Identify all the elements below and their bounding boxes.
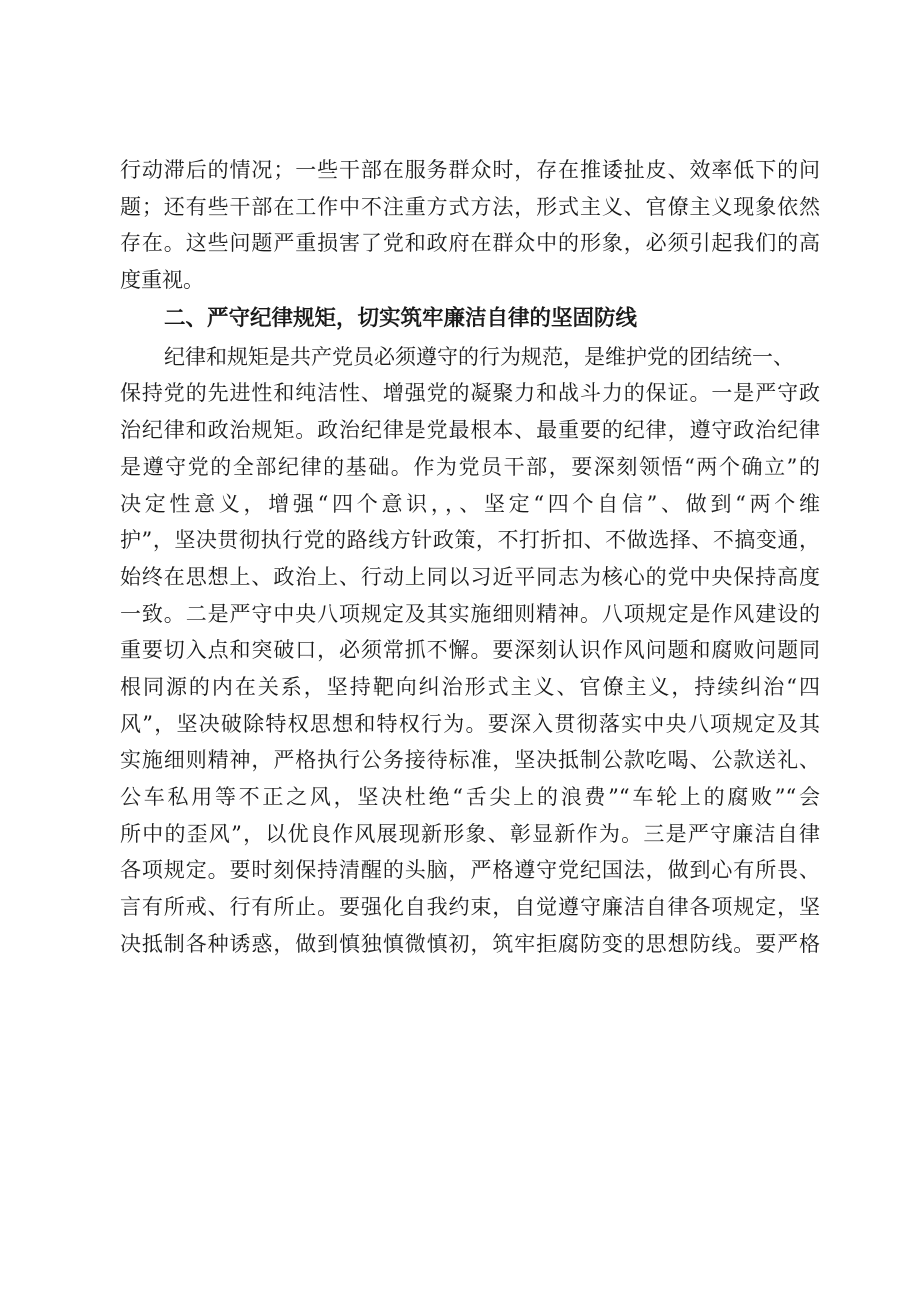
text-line: 决抵制各种诱惑，做到慎独慎微慎初，筑牢拒腐防变的思想防线。要严格 bbox=[120, 931, 820, 956]
text-line: 度重视。 bbox=[120, 268, 204, 293]
text-line: 始终在思想上、政治上、行动上同以习近平同志为核心的党中央保持高度 bbox=[120, 564, 820, 589]
text-line: 存在。这些问题严重损害了党和政府在群众中的形象，必须引起我们的高 bbox=[120, 231, 820, 256]
text-line: 保持党的先进性和纯洁性、增强党的凝聚力和战斗力的保证。一是严守政 bbox=[120, 381, 820, 406]
text-line: 行动滞后的情况；一些干部在服务群众时，存在推诿扯皮、效率低下的问 bbox=[120, 158, 820, 182]
paragraph-2 bbox=[120, 339, 820, 963]
text-line: 决定性意义，增强“四个意识，，、坚定“四个自信”、做到“两个维 bbox=[120, 491, 820, 516]
text-line: 根同源的内在关系，坚持靶向纠治形式主义、官僚主义，持续纠治“四 bbox=[120, 674, 820, 699]
text-line: 纪律和规矩是共产党员必须遵守的行为规范，是维护党的团结统一、 bbox=[164, 344, 794, 369]
text-line: 风”，坚决破除特权思想和特权行为。要深入贯彻落实中央八项规定及其 bbox=[120, 711, 820, 736]
paragraph-1 bbox=[120, 152, 820, 299]
text-line: 实施细则精神，严格执行公务接待标准，坚决抵制公款吃喝、公款送礼、 bbox=[120, 748, 820, 773]
text-line: 题；还有些干部在工作中不注重方式方法，形式主义、官僚主义现象依然 bbox=[120, 194, 820, 219]
text-line: 护”，坚决贯彻执行党的路线方针政策，不打折扣、不做选择、不搞变通， bbox=[120, 528, 820, 553]
text-line: 一致。二是严守中央八项规定及其实施细则精神。八项规定是作风建设的 bbox=[120, 601, 820, 626]
text-line: 是遵守党的全部纪律的基础。作为党员干部，要深刻领悟“两个确立”的 bbox=[120, 454, 820, 479]
text-line: 言有所戒、行有所止。要强化自我约束，自觉遵守廉洁自律各项规定，坚 bbox=[120, 895, 820, 920]
text-line: 公车私用等不正之风，坚决杜绝“舌尖上的浪费”“车轮上的腐败”“会 bbox=[120, 785, 820, 809]
text-line: 各项规定。要时刻保持清醒的头脑，严格遵守党纪国法，做到心有所畏、 bbox=[120, 858, 820, 883]
text-line: 所中的歪风”，以优良作风展现新形象、彰显新作为。三是严守廉洁自律 bbox=[120, 821, 820, 846]
text-line: 重要切入点和突破口，必须常抓不懈。要深刻认识作风问题和腐败问题同 bbox=[120, 638, 820, 663]
text-line: 治纪律和政治规矩。政治纪律是党最根本、最重要的纪律，遵守政治纪律 bbox=[120, 418, 820, 443]
document-body bbox=[120, 152, 820, 962]
section-heading: 二、严守纪律规矩，切实筑牢廉洁自律的坚固防线 bbox=[164, 305, 638, 331]
